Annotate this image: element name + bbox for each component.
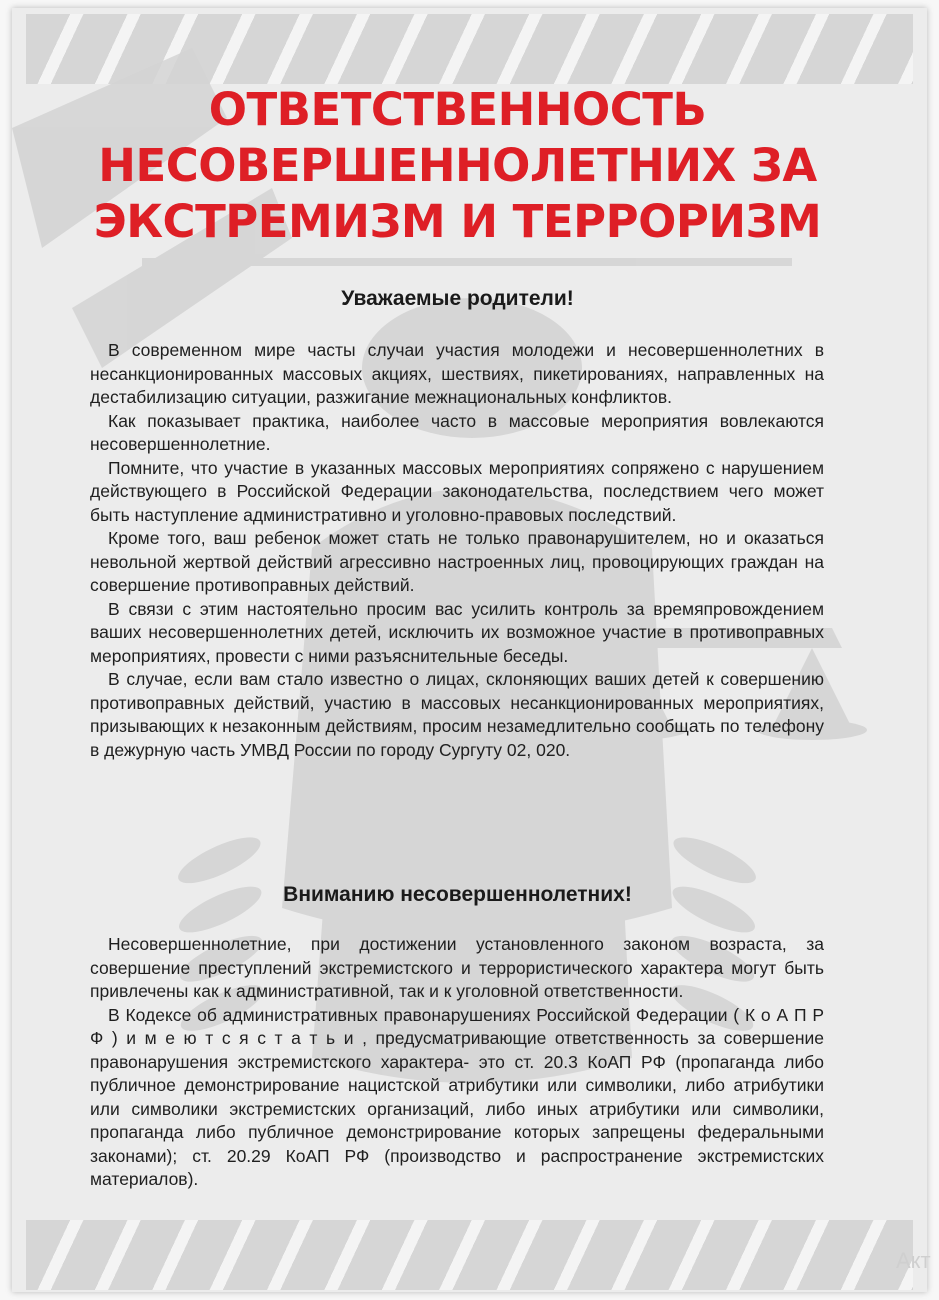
poster-title	[0, 82, 915, 250]
minors-heading: Вниманию несовершеннолетних!	[283, 883, 632, 906]
title-line: ЭКСТРЕМИЗМ И ТЕРРОРИЗМ	[93, 195, 822, 248]
paragraph: Кроме того, ваш ребенок может стать не только правонарушителем, но и оказаться невольной жертвой действий агрессивно настроенных лиц, провоцирующих граждан на совершение противоправных действий.	[90, 528, 824, 595]
minors-text	[90, 933, 824, 1192]
paragraph: Как показывает практика, наиболее часто в массовые мероприятия вовлекаются несовершеннолетние.	[90, 410, 824, 454]
paragraph: В случае, если вам стало известно о лицах, склоняющих ваших детей к совершению противоправных действий, участию в массовых несанкционированных мероприятиях, призывающих к незаконным действиям, просим незамедлительно сообщать по телефону в дежурную часть УМВД России по городу Сургуту 02, 020.	[90, 669, 824, 760]
parents-heading: Уважаемые родители!	[341, 287, 574, 310]
parents-text	[90, 339, 824, 762]
paragraph: Помните, что участие в указанных массовых мероприятиях сопряжено с нарушением действующего в Российской Федерации законодательства, последствием чего может быть наступление административно и уголовно-правовых последствий.	[90, 457, 824, 525]
paragraph: Несовершеннолетние, при достижении установленного законом возраста, за совершение преступлений экстремистского и террористического характера могут быть привлечены как к административной, так и к уголовной ответственности.	[90, 934, 824, 1001]
corner-watermark-text: Акт	[896, 1248, 931, 1273]
title-line: НЕСОВЕРШЕННОЛЕТНИХ ЗА	[98, 139, 817, 192]
paragraph: В Кодексе об административных правонарушениях Российской Федерации ( К о А П Р Ф ) и м е ю т с я с т а т ь и , предусматривающие ответственность за совершение правонарушения экстремистского характера- это ст. 20.3 КоАП РФ (пропаганда либо публичное демонстрирование нацистской атрибутики или символики, либо атрибутики или символики экстремистских организаций, либо иных атрибутики или символики, пропаганда либо публичное демонстрирование которых запрещены федеральными законами); ст. 20.29 КоАП РФ (производство и распространение экстремистских материалов).	[90, 1004, 824, 1189]
title-line: ОТВЕТСТВЕННОСТЬ	[208, 83, 707, 136]
paragraph: В современном мире часты случаи участия молодежи и несовершеннолетних в несанкционированных массовых акциях, шествиях, пикетированиях, направленных на дестабилизацию ситуации, разжигание межнациональных конфликтов.	[90, 340, 824, 407]
paragraph: В связи с этим настоятельно просим вас усилить контроль за времяпровождением ваших несовершеннолетних детей, исключить их возможное участие в противоправных мероприятиях, провести с ними разъяснительные беседы.	[90, 598, 824, 666]
